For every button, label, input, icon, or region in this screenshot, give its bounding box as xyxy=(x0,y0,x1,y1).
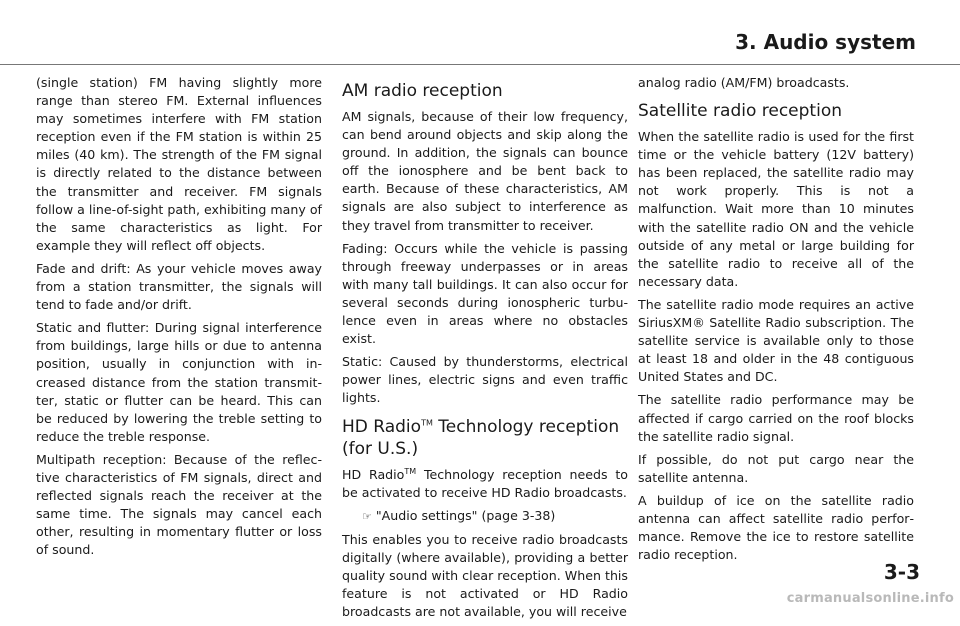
continued-text: analog radio (AM/FM) broadcasts. xyxy=(638,75,850,90)
page-number: 3-3 xyxy=(883,560,920,584)
hd-heading-part-a: HD Radio xyxy=(342,416,422,437)
am-signals-paragraph: AM signals, because of their low frequency, can bend around objects and skip along the ground. In addition, the signals can bounce off the ionosphere and be bent back to earth. Because of these characteristics, AM signals are also subject to interference as they travel from transmitter to receiver. xyxy=(342,109,628,233)
trademark-mark: TM xyxy=(421,417,433,427)
multipath-paragraph: Multipath reception: Because of the reflective characteristics of FM signals, direct and reflected signals reach the receiver at the same time. The signals may cancel each other, resulting in momentary flutter or loss of sound. xyxy=(36,451,322,558)
site-watermark: carmanualsonline.info xyxy=(786,591,954,606)
am-reception-heading: AM radio reception xyxy=(342,81,503,101)
fm-range-paragraph: (single station) FM having slightly more range than stereo FM. External influences may sometimes interfere with FM station reception even if the FM station is within 25 miles (40 km). The strength of the FM signal is directly related to the distance between the transmitter and receiver. FM signals follow a line-of-sight path, exhibiting many of the same characteristics as light. For example they will reflect off objects. xyxy=(36,75,322,253)
hd-activation-paragraph xyxy=(342,466,628,502)
satellite-subscription-paragraph: The satellite radio mode requires an active SiriusXM® Satellite Radio subscription. The satellite service is available only to those at least 18 and older in the 48 contiguous United States and DC. xyxy=(638,296,914,385)
fading-paragraph: Fading: Occurs while the vehicle is passing through freeway underpasses or in areas with many tall buildings. It can also occur for several seconds during ionospheric turbulence even in areas where no obstacles exist. xyxy=(342,240,628,347)
static-flutter-paragraph: Static and flutter: During signal interference from buildings, large hills or due to antenna position, usually in conjunction with increased distance from the station transmitter, static or flutter can be heard. This can be reduced by lowering the treble setting to reduce the treble response. xyxy=(36,320,322,444)
hd-heading-part-b: Technology reception xyxy=(432,416,620,437)
pointing-hand-icon: ☞ xyxy=(362,509,372,523)
static-paragraph: Static: Caused by thunderstorms, electrical power lines, electric signs and even traffic lights. xyxy=(342,354,628,406)
audio-settings-reference[interactable] xyxy=(342,507,628,526)
hd-radio-heading xyxy=(342,416,628,460)
hd-heading-part-c: (for U.S.) xyxy=(342,438,419,459)
hd-p1-part-b: Technology reception needs to be activated to receive HD Radio broadcasts. xyxy=(342,466,629,500)
satellite-ice-paragraph: A buildup of ice on the satellite radio antenna can affect satellite radio performance. Remove the ice to restore satellite radio reception. xyxy=(638,492,914,563)
satellite-first-use-paragraph: When the satellite radio is used for the first time or the vehicle battery (12V battery) has been replaced, the satellite radio may not work properly. This is not a malfunction. Wait more than 10 minutes with the satellite radio ON and the vehicle outside of any metal or large building for the satellite radio to receive all of the necessary data. xyxy=(638,129,914,289)
header-divider xyxy=(0,64,960,65)
column-right xyxy=(638,74,914,569)
fade-drift-paragraph: Fade and drift: As your vehicle moves away from a station transmitter, the signals will tend to fade and/or drift. xyxy=(36,260,322,313)
satellite-cargo-paragraph: The satellite radio performance may be affected if cargo carried on the roof blocks the satellite radio signal. xyxy=(638,392,914,444)
chapter-title: 3. Audio system xyxy=(735,30,916,54)
satellite-reception-heading: Satellite radio reception xyxy=(638,101,842,122)
hd-p1-part-a: HD Radio xyxy=(342,466,405,482)
hd-digital-paragraph: This enables you to receive radio broadcasts digitally (where available), providing a better quality sound with clear reception. When this feature is not activated or HD Radio broadcasts are not available, you will receive xyxy=(342,531,628,620)
satellite-antenna-paragraph: If possible, do not put cargo near the satellite antenna. xyxy=(638,451,914,485)
column-left xyxy=(36,74,322,564)
reference-text[interactable]: "Audio settings" (page 3-38) xyxy=(375,507,556,523)
trademark-mark: TM xyxy=(404,466,417,476)
column-middle xyxy=(342,80,628,626)
